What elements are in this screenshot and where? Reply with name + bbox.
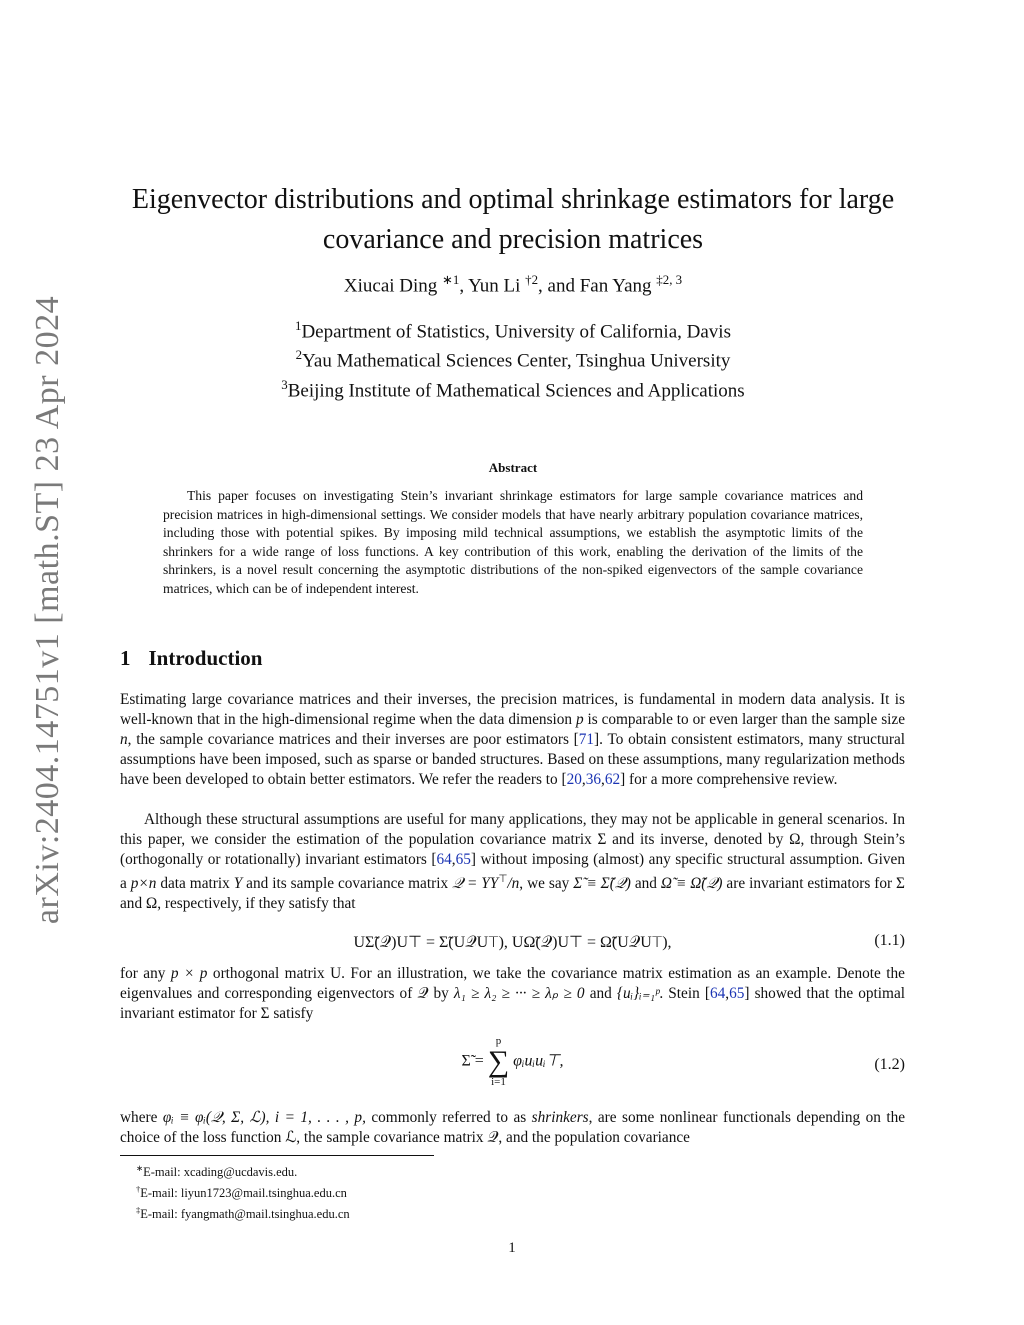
author-list bbox=[118, 272, 908, 297]
author-separator: , and bbox=[538, 275, 580, 297]
math-inline: p bbox=[575, 711, 584, 728]
arxiv-identifier: arXiv:2404.14751v1 [math.ST] 23 Apr 2024 bbox=[29, 295, 66, 925]
paragraph: for any p × p orthogonal matrix U. For an illustration, we take the covariance matrix estimation as an example. Denote the eigenvalues and corresponding eigenvectors of 𝒬 by λ₁ ≥ λ₂ ≥ ··· ≥ λₚ ≥ 0 and {uᵢ}ᵢ₌₁ᵖ. Stein [64,65] showed that the optimal invariant estimator for Σ satisfy bbox=[120, 965, 905, 1022]
sum-upper-limit: p bbox=[495, 1035, 502, 1047]
footnote-text: E-mail: liyun1723@mail.tsinghua.edu.cn bbox=[140, 1186, 347, 1201]
affiliation-text: Beijing Institute of Mathematical Sciences and Applications bbox=[287, 379, 745, 401]
footnote-text: E-mail: fyangmath@mail.tsinghua.edu.cn bbox=[140, 1207, 350, 1222]
paragraph-text: Although these structural assumptions are useful for many applications, they may not be applicable in general scenarios. In this paper, we consider the estimation of the population covariance matrix Σ and its inverse, denoted by Ω, through Stein’s (orthogonally or rotationally) invariant estimators [ bbox=[120, 811, 905, 868]
title-line-2: covariance and precision matrices bbox=[322, 224, 704, 255]
math-superscript: ⊤ bbox=[498, 874, 508, 885]
equation-expression bbox=[120, 1036, 905, 1088]
page-number: 1 bbox=[508, 1240, 516, 1256]
affiliation-text: Yau Mathematical Sciences Center, Tsinghua University bbox=[302, 350, 731, 372]
citation-link[interactable]: 65 bbox=[455, 851, 471, 868]
paragraph-text: ] for a more comprehensive review. bbox=[620, 771, 838, 788]
math-inline: {uᵢ}ᵢ₌₁ᵖ bbox=[616, 985, 660, 1002]
citation-link[interactable]: 20 bbox=[566, 771, 582, 788]
affiliation-line bbox=[118, 343, 908, 372]
paragraph-text: , we say bbox=[519, 875, 574, 893]
math-inline: Y bbox=[233, 875, 243, 893]
author-mark: †2 bbox=[525, 272, 539, 287]
affiliation-text: Department of Statistics, University of California, Davis bbox=[301, 321, 731, 343]
author-mark: ‡2, 3 bbox=[656, 272, 683, 287]
section-number: 1 bbox=[120, 646, 131, 670]
paragraph: Estimating large covariance matrices and their inverses, the precision matrices, is fundamental in modern data analysis. It is well-known that in the high-dimensional regime when the data dimension p is comparable to or even larger than the sample size n, the sample covariance matrices and their inverses are poor estimators [71]. To obtain consistent estimators, many structural assumptions have been imposed, such as sparse or banded structures. Based on these assumptions, many regularization methods have been developed to obtain better estimators. We refer the readers to [20,36,62] for a more comprehensive review. bbox=[120, 691, 905, 788]
footnote bbox=[120, 1160, 350, 1181]
equation-expression: UΣ̃(𝒬)U⊤ = Σ̃(U𝒬U⊤), UΩ̃(𝒬)U⊤ = Ω̃(U𝒬U⊤), bbox=[353, 934, 672, 951]
footnote-text: E-mail: xcading@ucdavis.edu. bbox=[143, 1165, 298, 1180]
equation-1-2 bbox=[120, 1036, 905, 1096]
paragraph-text: Estimating large covariance matrices and their inverses, the precision matrices, is fundamental in modern data analysis. It is well-known that in the high-dimensional regime when the data dimension bbox=[120, 691, 905, 728]
footnote-mark: ∗ bbox=[136, 1163, 144, 1173]
footnote bbox=[120, 1202, 350, 1223]
paragraph-text: where bbox=[120, 1109, 163, 1126]
paragraph-text: and its sample covariance matrix bbox=[242, 875, 453, 893]
affiliation-mark: 2 bbox=[295, 347, 303, 363]
footnote bbox=[120, 1181, 350, 1202]
paragraph-text: ]. To obtain consistent estimators, many structural assumptions have been imposed, such as sparse or banded structures. Based on these assumptions, many regularization methods have been developed to obtain better estimators. We refer the readers to [ bbox=[120, 731, 905, 788]
citation-link[interactable]: 71 bbox=[578, 731, 595, 748]
abstract-heading: Abstract bbox=[488, 460, 538, 475]
citation-link[interactable]: 62 bbox=[604, 771, 621, 788]
footnote-divider bbox=[120, 1155, 434, 1156]
affiliation-mark: 1 bbox=[295, 318, 302, 333]
paragraph-text: for any bbox=[120, 965, 171, 982]
author-separator: , bbox=[459, 275, 469, 297]
abstract-text: This paper focuses on investigating Stein’s invariant shrinkage estimators for large sample covariance matrices and precision matrices in high-dimensional settings. We consider models that have nearly arbitrary population covariance matrices, including those with potential spikes. By imposing mild technical assumptions, we establish the asymptotic limits of the shrinkers for a wide range of loss functions. A key contribution of this work, enabling the derivation of the limits of the shrinkers, is a novel result concerning the asymptotic distributions of the non-spiked eigenvectors of the sample covariance matrices, which can be of independent interest. bbox=[163, 488, 863, 596]
author-name: Xiucai Ding bbox=[343, 275, 438, 297]
summation-operator bbox=[488, 1036, 509, 1088]
abstract-body bbox=[163, 487, 863, 599]
paragraph-text: orthogonal matrix U. For an illustration, we take the covariance matrix estimation as an example. Denote the eigenvalues and corresponding eigenvectors of 𝒬 by bbox=[120, 965, 905, 1002]
math-inline: n bbox=[120, 731, 128, 748]
sigma-symbol: ∑ bbox=[487, 1045, 510, 1078]
paragraph-text: , are some nonlinear functionals depending on the choice of the loss function ℒ, the sample covariance matrix 𝒬, and the population covariance bbox=[120, 1109, 906, 1146]
equation-number: (1.2) bbox=[874, 1056, 905, 1073]
footnotes bbox=[120, 1160, 350, 1223]
author-name: Fan Yang bbox=[579, 275, 652, 297]
math-inline: λ₁ ≥ λ₂ ≥ ··· ≥ λₚ ≥ 0 bbox=[453, 985, 585, 1002]
math-inline: Ω̃ ≡ Ω̃(𝒬) bbox=[660, 875, 723, 893]
citation-link[interactable]: 64 bbox=[709, 985, 726, 1002]
paragraph-text: and bbox=[584, 985, 617, 1002]
equation-rhs: φᵢuᵢuᵢ⊤, bbox=[513, 1052, 564, 1070]
equation-number: (1.1) bbox=[874, 932, 905, 949]
title-line-1: Eigenvector distributions and optimal shrinkage estimators for large bbox=[131, 184, 895, 215]
paragraph-text: ] without imposing (almost) any specific structural assumption. Given a bbox=[120, 851, 905, 893]
affiliation-mark: 3 bbox=[281, 376, 288, 392]
citation-link[interactable]: 64 bbox=[436, 851, 452, 868]
affiliation-line bbox=[118, 314, 908, 343]
affiliations bbox=[118, 314, 908, 402]
paragraph-text: . Stein [ bbox=[659, 985, 710, 1002]
paper-title bbox=[118, 180, 908, 260]
paragraph-text: data matrix bbox=[156, 875, 234, 893]
arxiv-sidebar-stamp bbox=[29, 295, 66, 925]
section-heading bbox=[120, 646, 262, 671]
citation-link[interactable]: 65 bbox=[729, 985, 745, 1002]
sum-lower-limit: i=1 bbox=[491, 1076, 506, 1088]
affiliation-line bbox=[118, 373, 908, 402]
emphasis-text: shrinkers bbox=[531, 1109, 589, 1126]
equation-lhs: Σ̃ = bbox=[461, 1052, 488, 1070]
section-title: Introduction bbox=[148, 646, 263, 670]
footnote-mark: † bbox=[136, 1184, 141, 1195]
math-inline: /n bbox=[507, 875, 520, 893]
paragraph bbox=[120, 1108, 905, 1148]
math-inline: p × p bbox=[170, 965, 208, 982]
paragraph: Although these structural assumptions are useful for many applications, they may not be applicable in general scenarios. In this paper, we consider the estimation of the population covariance matrix Σ and its inverse, denoted by Ω, through Stein’s (orthogonally or rotationally) invariant estimators [64,65] without imposing (almost) any specific structural assumption. Given a p×n data matrix Y and its sample covariance matrix 𝒬 = YY⊤/n, we say Σ̃ ≡ Σ̃(𝒬) and Ω̃ ≡ Ω̃(𝒬) are invariant estimators for Σ and Ω, respectively, if they satisfy that bbox=[120, 811, 905, 913]
paragraph-text: is comparable to or even larger than the sample size bbox=[583, 711, 905, 728]
paragraph-text: commonly referred to as bbox=[365, 1109, 532, 1126]
author-name: Yun Li bbox=[468, 275, 521, 297]
paragraph-text: and bbox=[630, 875, 661, 893]
math-inline: Σ̃ ≡ Σ̃(𝒬) bbox=[573, 875, 631, 893]
author-mark: ∗1 bbox=[442, 272, 460, 287]
paragraph-text: ] showed that the optimal invariant estimator for Σ satisfy bbox=[120, 985, 905, 1022]
math-inline: 𝒬 = YY bbox=[452, 875, 499, 893]
footnote-mark: ‡ bbox=[136, 1205, 141, 1216]
math-inline: p×n bbox=[130, 875, 157, 893]
paragraph-text: , the sample covariance matrices and their inverses are poor estimators [ bbox=[127, 731, 579, 748]
paragraph-text: are invariant estimators for Σ and Ω, respectively, if they satisfy that bbox=[120, 875, 905, 913]
equation-1-1 bbox=[120, 932, 905, 954]
math-inline: φᵢ ≡ φᵢ(𝒬, Σ, ℒ), i = 1, . . . , p, bbox=[162, 1109, 366, 1126]
citation-link[interactable]: 36 bbox=[585, 771, 602, 788]
